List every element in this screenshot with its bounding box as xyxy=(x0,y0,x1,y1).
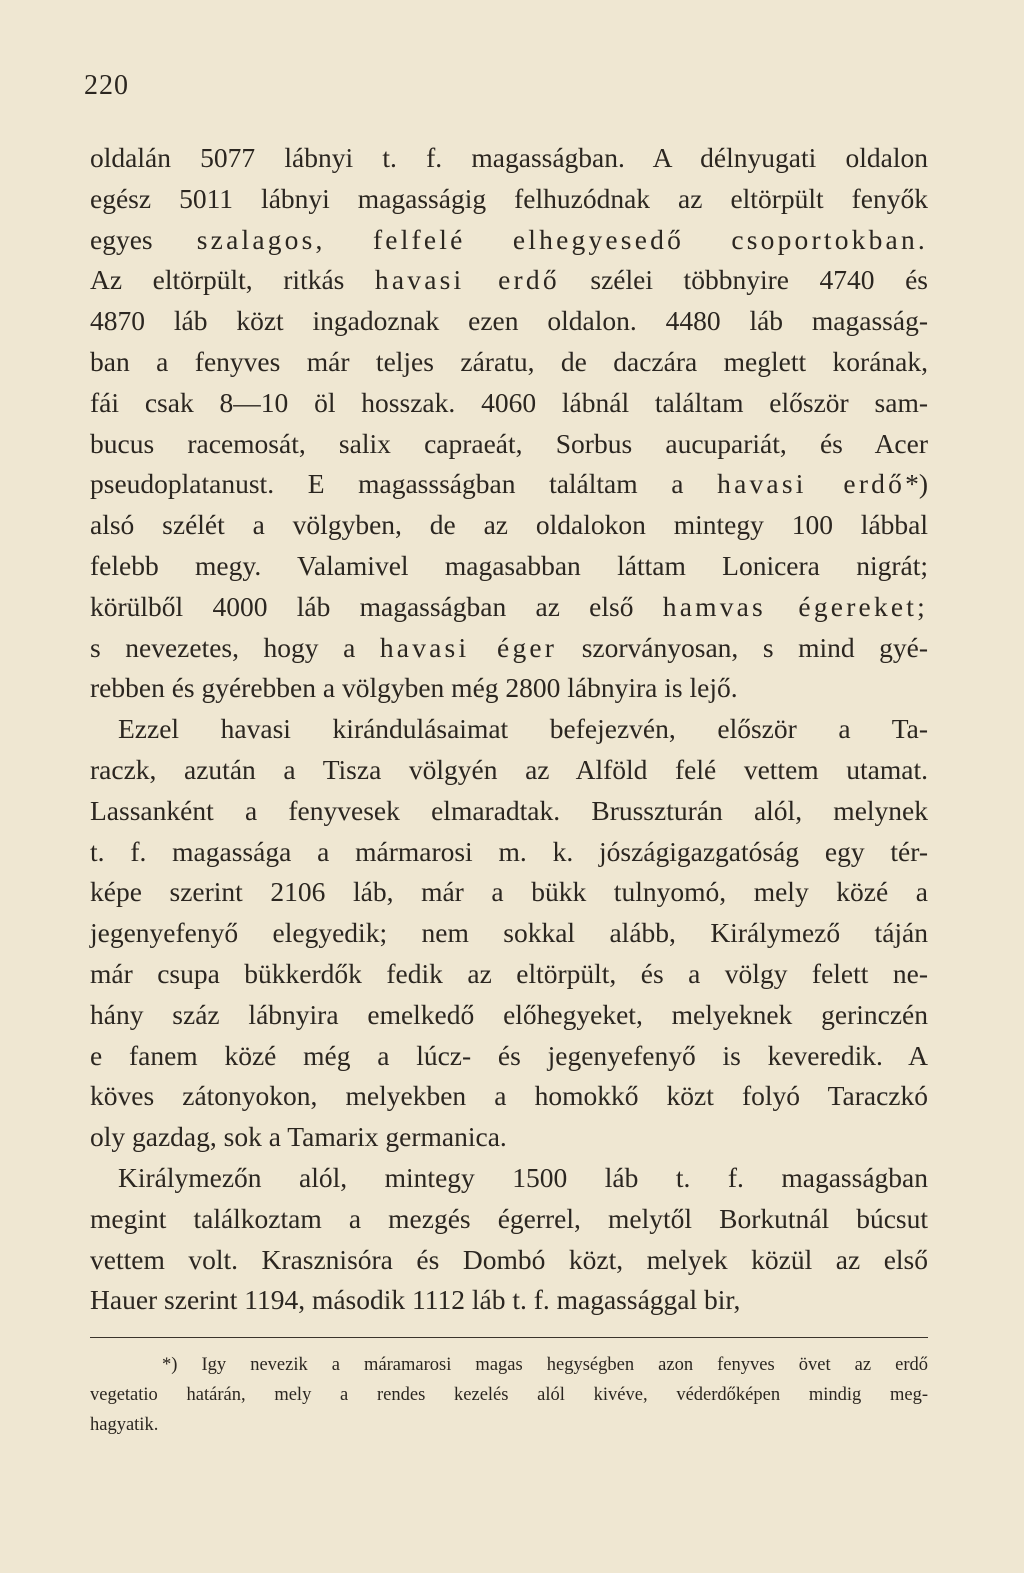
footnote-line: vegetatio határán, mely a rendes kezelés alól kivéve, véderdőképen mindig meg- xyxy=(90,1385,928,1405)
footnote-divider xyxy=(90,1337,928,1338)
text-run: képe szerint 2106 láb, már a bükk tulnyomó, mely közé a xyxy=(90,876,928,908)
text-line xyxy=(90,750,928,791)
text-line xyxy=(90,872,928,913)
text-run: Királymezőn alól, mintegy 1500 láb t. f. magasságban xyxy=(118,1161,928,1193)
text-run: oldalán 5077 lábnyi t. f. magasságban. A délnyugati oldalon xyxy=(90,142,928,173)
text-line xyxy=(90,1199,928,1240)
text-line xyxy=(90,791,928,832)
text-line xyxy=(90,342,928,383)
text-run: alsó szélét a völgyben, de az oldalokon mintegy 100 lábbal xyxy=(90,509,928,541)
text-line xyxy=(90,954,928,995)
text-line xyxy=(90,383,928,424)
text-run: bucus racemosát, salix capraeát, Sorbus aucupariát, és Acer xyxy=(90,427,928,459)
text-line xyxy=(90,1280,928,1321)
text-run: vettem volt. Krasznisóra és Dombó közt, melyek közül az első xyxy=(90,1243,928,1275)
text-line xyxy=(90,505,928,546)
text-run: Ezzel havasi kirándulásaimat befejezvén, először a Ta- xyxy=(118,713,928,745)
text-line xyxy=(90,424,928,465)
footnote-line: hagyatik. xyxy=(90,1415,159,1435)
text-run: jegenyefenyő elegyedik; nem sokkal alább, Királymező táján xyxy=(90,917,928,949)
text-run: hány száz lábnyira emelkedő előhegyeket, melyeknek gerinczén xyxy=(90,998,928,1030)
text-run: raczk, azután a Tisza völgyén az Alföld felé vettem utamat. xyxy=(90,753,928,785)
text-line xyxy=(90,1076,928,1117)
footnote xyxy=(90,1350,928,1440)
text-line xyxy=(90,1117,928,1158)
text-line xyxy=(90,301,928,342)
text-run: körülből 4000 láb magasságban az első xyxy=(90,590,663,622)
text-run: oly gazdag, sok a Tamarix germanica. xyxy=(90,1121,507,1153)
text-line xyxy=(90,668,928,709)
spaced-emphasis: havasi éger xyxy=(379,631,558,663)
text-run: egész 5011 lábnyi magasságig felhuzódnak az eltörpült fenyők xyxy=(90,182,928,214)
text-line xyxy=(90,1036,928,1077)
spaced-emphasis: szalagos, felfelé elhegyesedő csoportokban. xyxy=(196,223,928,255)
text-run: felebb megy. Valamivel magasabban láttam Lonicera nigrát; xyxy=(90,549,928,581)
text-run: már csupa bükkerdők fedik az eltörpült, és a völgy felett ne- xyxy=(90,957,928,989)
text-run: Az eltörpült, ritkás xyxy=(90,264,375,296)
text-run: egyes xyxy=(90,223,197,255)
body-text xyxy=(90,138,928,1321)
text-line xyxy=(90,995,928,1036)
text-line xyxy=(90,587,928,628)
text-line xyxy=(90,628,928,669)
text-run: s nevezetes, hogy a xyxy=(90,631,380,663)
text-run: rebben és gyérebben a völgyben még 2800 lábnyira is lejő. xyxy=(90,672,738,704)
text-run: szélei többnyire 4740 és xyxy=(559,264,928,296)
text-run: *) xyxy=(905,468,928,500)
spaced-emphasis: havasi erdő xyxy=(374,264,560,296)
text-line xyxy=(90,913,928,954)
text-line xyxy=(90,1240,928,1281)
text-run: t. f. magassága a mármarosi m. k. jószágigazgatóság egy tér- xyxy=(90,835,928,867)
text-run: Hauer szerint 1194, második 1112 láb t. f. magassággal bir, xyxy=(90,1284,741,1316)
text-line xyxy=(90,220,928,261)
text-line xyxy=(90,138,928,179)
text-run: köves zátonyokon, melyekben a homokkő közt folyó Taraczkó xyxy=(90,1080,928,1112)
spaced-emphasis: hamvas égereket; xyxy=(662,590,928,622)
text-line xyxy=(90,179,928,220)
footnote-line: *) Igy nevezik a máramarosi magas hegységben azon fenyves övet az erdő xyxy=(162,1355,928,1375)
spaced-emphasis: havasi erdő xyxy=(717,468,906,500)
text-run: 4870 láb közt ingadoznak ezen oldalon. 4480 láb magasság- xyxy=(90,305,928,337)
text-line xyxy=(90,709,928,750)
text-line xyxy=(90,832,928,873)
text-line xyxy=(90,464,928,505)
text-line xyxy=(90,546,928,587)
text-line xyxy=(90,260,928,301)
text-line xyxy=(90,1158,928,1199)
text-run: megint találkoztam a mezgés égerrel, melytől Borkutnál búcsut xyxy=(90,1202,928,1234)
text-run: fái csak 8—10 öl hosszak. 4060 lábnál találtam először sam- xyxy=(90,386,928,418)
text-run: ban a fenyves már teljes záratu, de daczára meglett korának, xyxy=(90,345,928,377)
text-run: pseudoplatanust. E magassságban találtam a xyxy=(90,468,718,500)
text-run: szorványosan, s mind gyé- xyxy=(557,631,929,663)
page-number: 220 xyxy=(84,70,129,101)
text-run: Lassanként a fenyvesek elmaradtak. Brusszturán alól, melynek xyxy=(90,794,928,826)
text-run: e fanem közé még a lúcz- és jegenyefenyő is keveredik. A xyxy=(90,1039,928,1071)
